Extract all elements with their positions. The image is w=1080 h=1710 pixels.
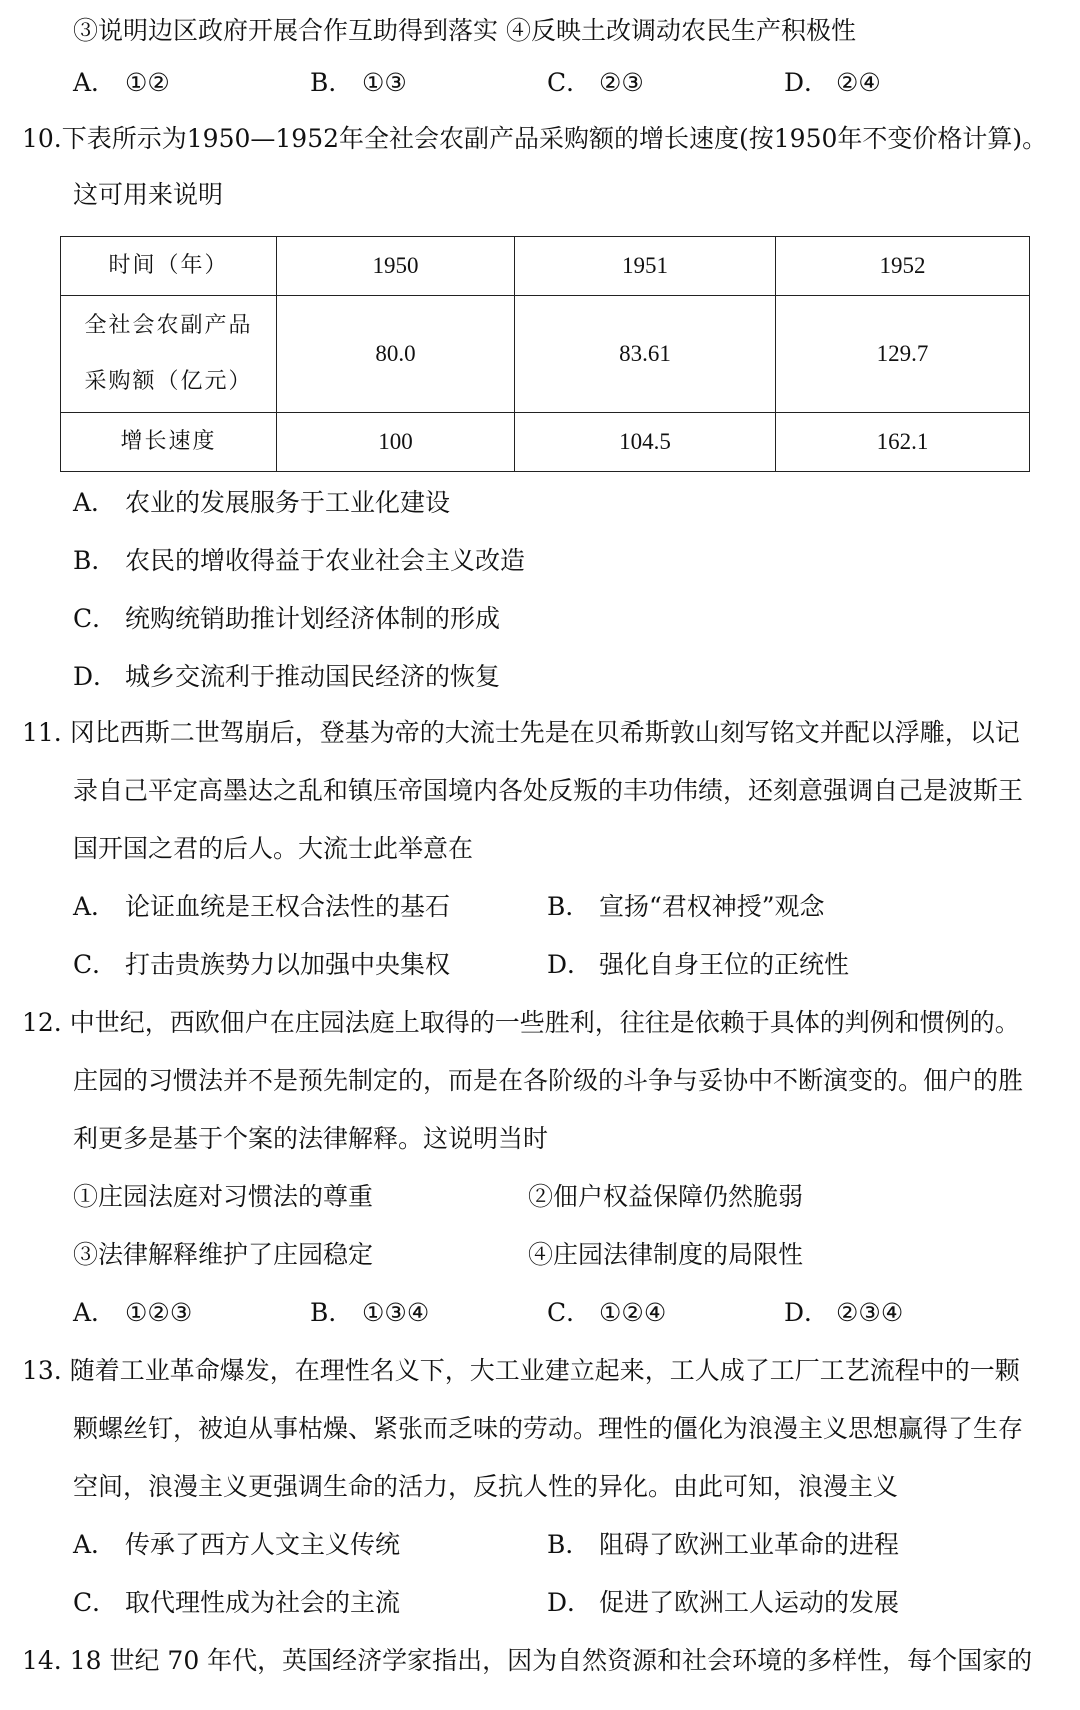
q11-options-row-2 [73,950,1060,980]
q9-options [73,68,1060,98]
q10-stem-line-2: 这可用来说明 [73,180,224,209]
q13-option-b[interactable]: B． 阻碍了欧洲工业革命的进程 [547,1530,900,1559]
q9-option-c[interactable]: C． ②③ [547,68,644,97]
table-row-label: 增长速度 [61,413,277,472]
q9-option-a[interactable]: A． ①② [73,68,170,97]
q9-option-d[interactable]: D． ②④ [784,68,881,97]
q13-number: 13. [22,1356,62,1385]
q12-statement-1: ①庄园法庭对习惯法的尊重 [73,1182,374,1211]
q11-stem-line-3: 国开国之君的后人。大流士此举意在 [73,834,474,863]
q10-option-a[interactable]: A． 农业的发展服务于工业化建设 [73,488,451,517]
q11-option-b[interactable]: B． 宣扬“君权神授”观念 [547,892,825,921]
q12-number: 12. [22,1008,62,1037]
table-row [61,296,1030,413]
table-cell: 104.5 [515,413,776,472]
table-row [61,413,1030,472]
q11-stem-line-2: 录自己平定高墨达之乱和镇压帝国境内各处反叛的丰功伟绩，还刻意强调自己是波斯王 [73,776,1024,805]
q11-option-c[interactable]: C． 打击贵族势力以加强中央集权 [73,950,451,979]
q13-option-d[interactable]: D． 促进了欧洲工人运动的发展 [547,1588,900,1617]
q12-statements-row-2 [73,1240,1060,1270]
q12-option-b[interactable]: B． ①③④ [310,1298,430,1327]
table-cell: 83.61 [515,296,776,413]
q12-statement-4: ④庄园法律制度的局限性 [528,1240,804,1269]
q12-statement-3: ③法律解释维护了庄园稳定 [73,1240,374,1269]
table-cell: 100 [277,413,515,472]
table-header-cell: 1951 [515,237,776,296]
q12-stem-line-1: 12. 中世纪，西欧佃户在庄园法庭上取得的一些胜利，往往是依赖于具体的判例和惯例的。 [22,1008,1020,1037]
q13-stem-line-3: 空间，浪漫主义更强调生命的活力，反抗人性的异化。由此可知，浪漫主义 [73,1472,899,1501]
table-header-row [61,237,1030,296]
q12-option-d[interactable]: D． ②③④ [784,1298,904,1327]
q10-stem-line-1: 10.下表所示为1950—1952年全社会农副产品采购额的增长速度(按1950年不变价格计算)。 [22,124,1048,153]
q9-statement-line: ③说明边区政府开展合作互助得到落实 ④反映土改调动农民生产积极性 [73,16,856,45]
q13-option-a[interactable]: A． 传承了西方人文主义传统 [73,1530,401,1559]
q11-stem-line-1: 11. 冈比西斯二世驾崩后，登基为帝的大流士先是在贝希斯敦山刻写铭文并配以浮雕，以记 [22,718,1020,747]
q12-option-c[interactable]: C． ①②④ [547,1298,667,1327]
q10-option-b[interactable]: B． 农民的增收得益于农业社会主义改造 [73,546,526,575]
q13-option-c[interactable]: C． 取代理性成为社会的主流 [73,1588,401,1617]
q10-data-table [60,236,1030,472]
table-header-cell: 1952 [776,237,1030,296]
q14-stem-line-1: 14. 18 世纪 70 年代，英国经济学家指出，因为自然资源和社会环境的多样性，每个国家的 [22,1646,1033,1675]
q10-option-c[interactable]: C． 统购统销助推计划经济体制的形成 [73,604,501,633]
q13-options-row-2 [73,1588,1060,1618]
table-cell: 162.1 [776,413,1030,472]
table-cell: 129.7 [776,296,1030,413]
q11-option-d[interactable]: D． 强化自身王位的正统性 [547,950,850,979]
q13-options-row-1 [73,1530,1060,1560]
q13-stem-line-2: 颗螺丝钉，被迫从事枯燥、紧张而乏味的劳动。理性的僵化为浪漫主义思想赢得了生存 [73,1414,1024,1443]
q11-option-a[interactable]: A． 论证血统是王权合法性的基石 [73,892,451,921]
q10-option-d[interactable]: D． 城乡交流利于推动国民经济的恢复 [73,662,501,691]
q11-options-row-1 [73,892,1060,922]
table-cell: 80.0 [277,296,515,413]
q10-number: 10. [22,124,62,153]
q11-number: 11. [22,718,62,747]
q12-options [73,1298,1060,1328]
q12-stem-line-3: 利更多是基于个案的法律解释。这说明当时 [73,1124,549,1153]
q12-statement-2: ②佃户权益保障仍然脆弱 [528,1182,804,1211]
table-header-cell: 时间（年） [61,237,277,296]
q12-stem-line-2: 庄园的习惯法并不是预先制定的，而是在各阶级的斗争与妥协中不断演变的。佃户的胜 [73,1066,1024,1095]
q14-number: 14. [22,1646,62,1675]
q12-option-a[interactable]: A． ①②③ [73,1298,193,1327]
table-row-label: 全社会农副产品 采购额（亿元） [61,296,277,413]
q13-stem-line-1: 13. 随着工业革命爆发，在理性名义下，大工业建立起来，工人成了工厂工艺流程中的一颗 [22,1356,1020,1385]
table-header-cell: 1950 [277,237,515,296]
q9-option-b[interactable]: B． ①③ [310,68,407,97]
q12-statements-row-1 [73,1182,1060,1212]
